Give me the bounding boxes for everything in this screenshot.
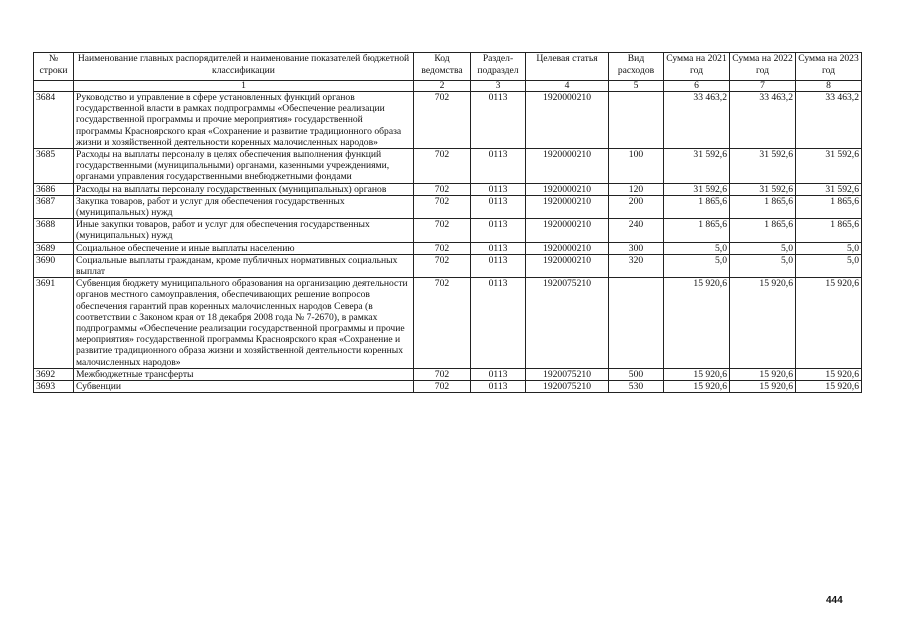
row-number: 3688	[34, 219, 74, 242]
row-sum-2022: 31 592,6	[730, 183, 796, 195]
row-ved: 702	[414, 92, 471, 149]
row-sum-2022: 15 920,6	[730, 278, 796, 369]
row-ved: 702	[414, 278, 471, 369]
header-row	[34, 53, 862, 81]
row-razdel: 0113	[471, 368, 526, 380]
row-ved: 702	[414, 149, 471, 184]
row-number: 3685	[34, 149, 74, 184]
row-name: Иные закупки товаров, работ и услуг для обеспечения государственных (муниципальных) нужд	[74, 219, 414, 242]
row-razdel: 0113	[471, 219, 526, 242]
row-ved: 702	[414, 183, 471, 195]
row-number: 3686	[34, 183, 74, 195]
row-ved: 702	[414, 254, 471, 277]
row-sum-2021: 15 920,6	[664, 368, 730, 380]
row-sum-2021: 33 463,2	[664, 92, 730, 149]
table-row	[34, 92, 862, 149]
row-sum-2023: 15 920,6	[796, 381, 862, 393]
row-sum-2022: 31 592,6	[730, 149, 796, 184]
row-sum-2022: 33 463,2	[730, 92, 796, 149]
row-razdel: 0113	[471, 149, 526, 184]
row-sum-2023: 5,0	[796, 242, 862, 254]
row-number: 3692	[34, 368, 74, 380]
row-name: Социальное обеспечение и иные выплаты населению	[74, 242, 414, 254]
row-sum-2021: 31 592,6	[664, 149, 730, 184]
row-ved: 702	[414, 242, 471, 254]
row-razdel: 0113	[471, 183, 526, 195]
row-razdel: 0113	[471, 278, 526, 369]
row-sum-2023: 1 865,6	[796, 219, 862, 242]
row-name: Межбюджетные трансферты	[74, 368, 414, 380]
header-row-number: № строки	[34, 53, 74, 81]
column-number: 3	[471, 81, 526, 92]
row-sum-2022: 1 865,6	[730, 195, 796, 218]
row-vid: 500	[609, 368, 664, 380]
row-ved: 702	[414, 195, 471, 218]
row-number: 3693	[34, 381, 74, 393]
row-name: Социальные выплаты гражданам, кроме публичных нормативных социальных выплат	[74, 254, 414, 277]
table-row	[34, 254, 862, 277]
row-name: Руководство и управление в сфере установленных функций органов государственной власти в рамках подпрограммы «Обеспечение реализации государственной программы и прочие мероприятия» государственной программы Красноярского края «Сохранение и развитие традиционного образа жизни и хозяйственной деятельности коренных малочисленных народов»	[74, 92, 414, 149]
column-number-row	[34, 81, 862, 92]
row-sum-2022: 15 920,6	[730, 368, 796, 380]
table-row	[34, 381, 862, 393]
row-sum-2021: 15 920,6	[664, 381, 730, 393]
row-vid: 530	[609, 381, 664, 393]
row-vid: 240	[609, 219, 664, 242]
table-row	[34, 219, 862, 242]
row-statya: 1920000210	[526, 149, 609, 184]
row-name: Закупка товаров, работ и услуг для обеспечения государственных (муниципальных) нужд	[74, 195, 414, 218]
header-name: Наименование главных распорядителей и наименование показателей бюджетной классификации	[74, 53, 414, 81]
row-statya: 1920075210	[526, 381, 609, 393]
row-sum-2022: 15 920,6	[730, 381, 796, 393]
row-sum-2021: 31 592,6	[664, 183, 730, 195]
header-ved: Код ведомства	[414, 53, 471, 81]
table-row	[34, 149, 862, 184]
row-sum-2022: 1 865,6	[730, 219, 796, 242]
row-razdel: 0113	[471, 92, 526, 149]
row-ved: 702	[414, 368, 471, 380]
row-sum-2021: 15 920,6	[664, 278, 730, 369]
row-vid	[609, 278, 664, 369]
row-sum-2022: 5,0	[730, 242, 796, 254]
row-razdel: 0113	[471, 254, 526, 277]
row-sum-2023: 15 920,6	[796, 368, 862, 380]
column-number: 2	[414, 81, 471, 92]
row-statya: 1920000210	[526, 92, 609, 149]
column-number: 4	[526, 81, 609, 92]
row-sum-2021: 1 865,6	[664, 195, 730, 218]
row-statya: 1920000210	[526, 195, 609, 218]
header-sum-2021: Сумма на 2021 год	[664, 53, 730, 81]
row-sum-2023: 5,0	[796, 254, 862, 277]
row-name: Субвенции	[74, 381, 414, 393]
row-vid: 320	[609, 254, 664, 277]
row-number: 3691	[34, 278, 74, 369]
row-statya: 1920000210	[526, 219, 609, 242]
header-statya: Целевая статья	[526, 53, 609, 81]
table-row	[34, 242, 862, 254]
row-sum-2023: 15 920,6	[796, 278, 862, 369]
row-vid: 120	[609, 183, 664, 195]
budget-table	[33, 52, 862, 393]
row-statya: 1920000210	[526, 254, 609, 277]
row-sum-2021: 5,0	[664, 242, 730, 254]
row-number: 3690	[34, 254, 74, 277]
row-number: 3684	[34, 92, 74, 149]
row-vid: 100	[609, 149, 664, 184]
row-sum-2021: 1 865,6	[664, 219, 730, 242]
header-razdel: Раздел-подраздел	[471, 53, 526, 81]
row-razdel: 0113	[471, 195, 526, 218]
row-vid	[609, 92, 664, 149]
column-number: 8	[796, 81, 862, 92]
table-row	[34, 195, 862, 218]
column-number: 7	[730, 81, 796, 92]
row-ved: 702	[414, 219, 471, 242]
row-statya: 1920000210	[526, 242, 609, 254]
table-row	[34, 183, 862, 195]
header-sum-2023: Сумма на 2023 год	[796, 53, 862, 81]
row-sum-2023: 31 592,6	[796, 183, 862, 195]
header-sum-2022: Сумма на 2022 год	[730, 53, 796, 81]
row-ved: 702	[414, 381, 471, 393]
table-row	[34, 368, 862, 380]
row-sum-2023: 1 865,6	[796, 195, 862, 218]
row-name: Расходы на выплаты персоналу в целях обеспечения выполнения функций государственными (муниципальными) органами, казенными учреждениями, органами управления государственными внебюджетными фондами	[74, 149, 414, 184]
column-number: 5	[609, 81, 664, 92]
row-statya: 1920000210	[526, 183, 609, 195]
table-row	[34, 278, 862, 369]
row-sum-2023: 33 463,2	[796, 92, 862, 149]
row-sum-2021: 5,0	[664, 254, 730, 277]
row-sum-2022: 5,0	[730, 254, 796, 277]
row-razdel: 0113	[471, 381, 526, 393]
row-sum-2023: 31 592,6	[796, 149, 862, 184]
header-vid: Вид расходов	[609, 53, 664, 81]
row-vid: 200	[609, 195, 664, 218]
row-name: Расходы на выплаты персоналу государственных (муниципальных) органов	[74, 183, 414, 195]
column-number-empty	[34, 81, 74, 92]
row-number: 3689	[34, 242, 74, 254]
page-number: 444	[826, 595, 843, 606]
row-statya: 1920075210	[526, 368, 609, 380]
row-razdel: 0113	[471, 242, 526, 254]
column-number: 6	[664, 81, 730, 92]
row-name: Субвенция бюджету муниципального образования на организацию деятельности органов местного самоуправления, обеспечивающих решение вопросов обеспечения гарантий прав коренных малочисленных народов Севера (в соответствии с Законом края от 18 декабря 2008 года № 7-2670), в рамках подпрограммы «Обеспечение реализации государственной программы и прочие мероприятия» государственной программы Красноярского края «Сохранение и развитие традиционного образа жизни и хозяйственной деятельности коренных малочисленных народов»	[74, 278, 414, 369]
column-number: 1	[74, 81, 414, 92]
row-vid: 300	[609, 242, 664, 254]
row-number: 3687	[34, 195, 74, 218]
row-statya: 1920075210	[526, 278, 609, 369]
